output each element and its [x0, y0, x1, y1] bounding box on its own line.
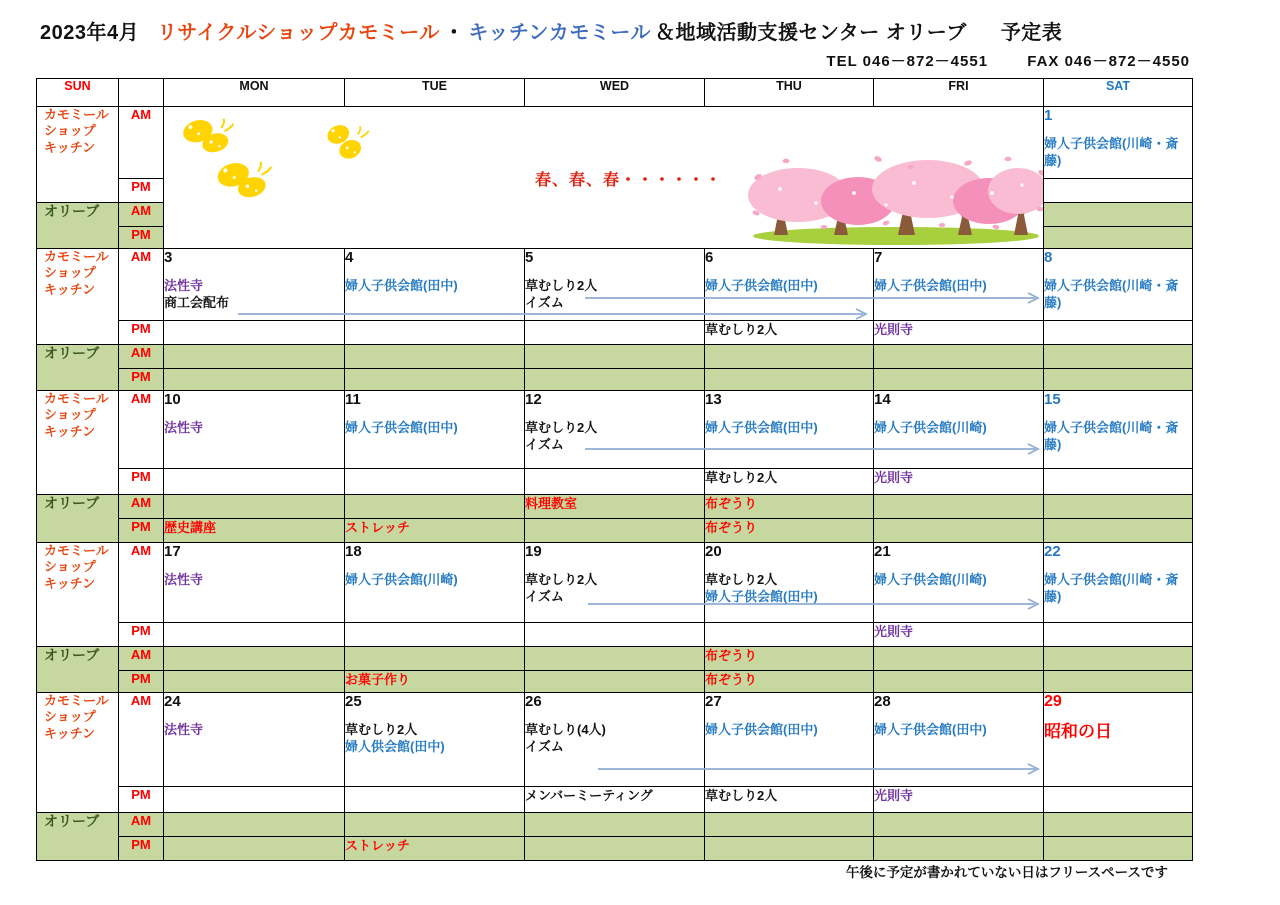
row-label-olive [37, 203, 119, 249]
day-header-thu: THU [705, 79, 874, 107]
date-number: 18 [345, 543, 362, 560]
event-entry: 婦人子供会館(川崎・斎藤) [1044, 278, 1179, 310]
am-cell [705, 693, 874, 787]
event-entry: 草むしり2人 [705, 788, 778, 803]
chamomile-label-line: カモミール [44, 107, 109, 122]
olive-pm-cell [874, 369, 1044, 391]
row-label-chamomile [37, 543, 119, 647]
tel-number: TEL 046－872－4551 [826, 53, 989, 70]
olive-pm-cell [345, 519, 525, 543]
row-label-chamomile [37, 693, 119, 813]
olive-am-cell [874, 495, 1044, 519]
olive-pm-cell [874, 519, 1044, 543]
date-number: 17 [164, 543, 181, 560]
week-pm-row [37, 623, 1193, 647]
day-header-tue: TUE [345, 79, 525, 107]
cherry-blossom-trees-illustration [746, 153, 1044, 247]
chamomile-label-line: カモミール [44, 391, 109, 406]
week-am-row [37, 249, 1193, 321]
row-label-olive [37, 345, 119, 391]
am-cell [345, 543, 525, 623]
date-number: 27 [705, 693, 722, 710]
sat-pm-cell [1044, 179, 1193, 203]
am-cell [345, 693, 525, 787]
olive-pm-cell [525, 519, 705, 543]
am-cell [164, 391, 345, 469]
pm-cell [705, 623, 874, 647]
chamomile-label-line: キッチン [44, 575, 96, 591]
olive-am-cell [164, 495, 345, 519]
olive-am-row [37, 495, 1193, 519]
sat-am-cell [1044, 249, 1193, 321]
event-entry: 婦人子供会館(川崎) [874, 572, 987, 587]
event-entry: 草むしり2人 [525, 420, 598, 435]
olive-pm-cell [705, 519, 874, 543]
olive-am-cell [164, 345, 345, 369]
date-number: 1 [1044, 107, 1053, 124]
event-entry: 法性寺 [164, 420, 204, 435]
olive-am-row [37, 345, 1193, 369]
sat-olive-pm-cell [1044, 837, 1193, 861]
event-entry: 草むしり2人 [525, 278, 598, 293]
week-am-row [37, 107, 1193, 179]
date-number: 15 [1044, 391, 1061, 408]
row-label-olive [37, 647, 119, 693]
chamomile-label-line: カモミール [44, 249, 109, 264]
am-cell [874, 543, 1044, 623]
am-label: AM [119, 249, 164, 321]
am-cell [525, 249, 705, 321]
am-cell [874, 249, 1044, 321]
olive-event-entry: ストレッチ [345, 520, 410, 535]
am-cell [874, 693, 1044, 787]
pm-cell [525, 321, 705, 345]
pm-cell [525, 469, 705, 495]
olive-pm-label: PM [119, 519, 164, 543]
event-entry: 光則寺 [874, 624, 914, 639]
olive-am-cell [525, 647, 705, 671]
event-entry: 草むしり2人 [705, 572, 778, 587]
olive-am-cell [705, 813, 874, 837]
date-number: 22 [1044, 543, 1061, 560]
date-number: 4 [345, 249, 354, 266]
olive-event-entry: 布ぞうり [705, 648, 758, 663]
olive-am-row [37, 647, 1193, 671]
olive-am-cell [345, 647, 525, 671]
olive-label-line: オリーブ [44, 345, 100, 361]
chamomile-label-line: ショップ [44, 123, 96, 139]
am-label: AM [119, 543, 164, 623]
week-pm-row [37, 321, 1193, 345]
olive-label-line: オリーブ [44, 813, 100, 829]
am-cell [164, 543, 345, 623]
pm-cell [874, 469, 1044, 495]
event-entry: 草むしり2人 [705, 322, 778, 337]
sat-olive-am-cell [1044, 345, 1193, 369]
event-entry: 婦人子供会館(川崎・斎藤) [1044, 572, 1179, 604]
title-year-month: 2023年4月 [40, 22, 140, 44]
pm-cell [345, 787, 525, 813]
olive-pm-cell [705, 671, 874, 693]
olive-pm-row [37, 369, 1193, 391]
olive-pm-label: PM [119, 671, 164, 693]
event-entry: 婦人子供会館(田中) [705, 722, 818, 737]
event-entry: 婦人子供会館(田中) [705, 420, 818, 435]
olive-event-entry: 歴史講座 [164, 520, 217, 535]
event-entry: 草むしり(4人) [525, 722, 606, 737]
olive-label-line: オリーブ [44, 203, 100, 219]
olive-am-cell [525, 495, 705, 519]
chamomile-label-line: カモミール [44, 693, 109, 708]
am-cell [164, 693, 345, 787]
olive-pm-row [37, 837, 1193, 861]
olive-am-label: AM [119, 647, 164, 671]
olive-am-cell [525, 345, 705, 369]
date-number: 3 [164, 249, 173, 266]
olive-am-cell [345, 345, 525, 369]
pm-cell [164, 787, 345, 813]
am-cell [525, 693, 705, 787]
olive-pm-cell [345, 369, 525, 391]
pm-cell [705, 321, 874, 345]
week-am-row [37, 543, 1193, 623]
event-entry: 草むしり2人 [525, 572, 598, 587]
date-number: 13 [705, 391, 722, 408]
olive-am-cell [705, 495, 874, 519]
sat-pm-cell [1044, 321, 1193, 345]
pm-label: PM [119, 321, 164, 345]
row-label-chamomile [37, 107, 119, 203]
am-cell [705, 543, 874, 623]
chamomile-label-line: ショップ [44, 407, 96, 423]
pm-cell [874, 623, 1044, 647]
butterfly-icon [319, 121, 371, 165]
date-number: 28 [874, 693, 891, 710]
olive-am-cell [345, 813, 525, 837]
event-entry: 婦人子供会館(川崎) [345, 572, 458, 587]
sat-olive-am-cell [1044, 813, 1193, 837]
sat-am-cell [1044, 543, 1193, 623]
olive-am-label: AM [119, 813, 164, 837]
olive-pm-label: PM [119, 369, 164, 391]
pm-cell [164, 623, 345, 647]
page-title [40, 16, 1066, 45]
olive-am-label: AM [119, 345, 164, 369]
pm-cell [345, 469, 525, 495]
pm-label: PM [119, 469, 164, 495]
day-header-mon: MON [164, 79, 345, 107]
chamomile-label-line: キッチン [44, 423, 96, 439]
event-entry: メンバーミーティング [525, 788, 653, 803]
event-entry: 昭和の日 [1044, 722, 1112, 741]
sat-olive-pm-cell [1044, 671, 1193, 693]
am-cell [525, 543, 705, 623]
event-entry: 草むしり2人 [345, 722, 418, 737]
olive-pm-row [37, 671, 1193, 693]
spring-text: 春、春、春・・・・・・ [535, 172, 723, 189]
olive-pm-cell [705, 369, 874, 391]
am-label: AM [119, 107, 164, 179]
olive-pm-cell [164, 837, 345, 861]
event-entry: 婦人子供会館(田中) [705, 278, 818, 293]
pm-cell [874, 321, 1044, 345]
event-entry: イズム [525, 589, 564, 604]
chamomile-label-line: カモミール [44, 543, 109, 558]
pm-cell [705, 469, 874, 495]
am-cell [164, 249, 345, 321]
date-number: 25 [345, 693, 362, 710]
am-cell [345, 391, 525, 469]
event-entry: 法性寺 [164, 722, 204, 737]
sat-am-cell [1044, 107, 1193, 179]
pm-cell [345, 623, 525, 647]
olive-am-cell [164, 647, 345, 671]
olive-am-cell [874, 813, 1044, 837]
sat-olive-am-cell [1044, 495, 1193, 519]
am-label: AM [119, 693, 164, 787]
olive-am-row [37, 813, 1193, 837]
olive-event-entry: 布ぞうり [705, 520, 758, 535]
pm-cell [164, 469, 345, 495]
weekday-header-row [37, 79, 1193, 107]
am-cell [345, 249, 525, 321]
olive-am-label: AM [119, 203, 164, 227]
pm-cell [705, 787, 874, 813]
am-cell [705, 249, 874, 321]
chamomile-label-line: ショップ [44, 265, 96, 281]
event-entry: 婦人子供会館(田中) [705, 589, 818, 604]
date-number: 12 [525, 391, 542, 408]
sat-pm-cell [1044, 623, 1193, 647]
olive-event-entry: 布ぞうり [705, 496, 758, 511]
am-cell [874, 391, 1044, 469]
date-number: 29 [1044, 693, 1062, 710]
chamomile-label-line: ショップ [44, 559, 96, 575]
event-entry: 法性寺 [164, 278, 204, 293]
olive-pm-cell [874, 671, 1044, 693]
pm-cell [874, 787, 1044, 813]
event-entry: 婦人子供会館(田中) [874, 278, 987, 293]
event-entry: 婦人子供会館(田中) [874, 722, 987, 737]
day-header-wed: WED [525, 79, 705, 107]
title-center: ＆地域活動支援センター オリーブ [655, 22, 967, 44]
spring-banner-cell [164, 107, 1044, 249]
event-entry: イズム [525, 295, 564, 310]
title-kitchen: キッチンカモミール [468, 22, 652, 44]
event-entry: 光則寺 [874, 470, 914, 485]
olive-am-cell [525, 813, 705, 837]
olive-event-entry: ストレッチ [345, 838, 410, 853]
olive-label-line: オリーブ [44, 495, 100, 511]
olive-pm-cell [874, 837, 1044, 861]
date-number: 8 [1044, 249, 1053, 266]
olive-event-entry: 布ぞうり [705, 672, 758, 687]
event-entry: 婦人子供会館(田中) [345, 420, 458, 435]
am-cell [525, 391, 705, 469]
olive-am-cell [345, 495, 525, 519]
week-am-row [37, 693, 1193, 787]
row-label-chamomile [37, 249, 119, 345]
event-entry: 婦人子供会館(田中) [345, 278, 458, 293]
date-number: 11 [345, 391, 361, 408]
sat-olive-pm-cell [1044, 369, 1193, 391]
row-label-chamomile [37, 391, 119, 495]
olive-pm-cell [525, 369, 705, 391]
week-pm-row [37, 787, 1193, 813]
olive-am-cell [874, 647, 1044, 671]
butterfly-icon [178, 116, 236, 158]
date-number: 26 [525, 693, 542, 710]
olive-am-cell [705, 345, 874, 369]
row-label-olive [37, 495, 119, 543]
event-entry: 光則寺 [874, 322, 914, 337]
event-entry: 婦人供会館(田中) [345, 739, 445, 754]
event-entry: 商工会配布 [164, 295, 230, 310]
date-number: 5 [525, 249, 534, 266]
olive-pm-cell [164, 519, 345, 543]
date-number: 10 [164, 391, 181, 408]
title-recycle-shop: リサイクルショップカモミール [157, 22, 440, 44]
olive-pm-cell [525, 671, 705, 693]
chamomile-label-line: キッチン [44, 281, 96, 297]
pm-label: PM [119, 179, 164, 203]
sat-olive-pm-cell [1044, 227, 1193, 249]
title-suffix: 予定表 [1000, 22, 1063, 44]
schedule-table [36, 78, 1193, 861]
date-number: 19 [525, 543, 542, 560]
sat-olive-pm-cell [1044, 519, 1193, 543]
pm-cell [164, 321, 345, 345]
event-entry: 草むしり2人 [705, 470, 778, 485]
olive-event-entry: 料理教室 [525, 496, 578, 511]
olive-pm-cell [705, 837, 874, 861]
chamomile-label-line: キッチン [44, 139, 96, 155]
pm-label: PM [119, 787, 164, 813]
pm-label: PM [119, 623, 164, 647]
event-entry: 法性寺 [164, 572, 204, 587]
sat-am-cell [1044, 391, 1193, 469]
olive-label-line: オリーブ [44, 647, 100, 663]
olive-pm-label: PM [119, 837, 164, 861]
event-entry: 婦人子供会館(川崎・斎藤) [1044, 136, 1179, 168]
row-label-olive [37, 813, 119, 861]
title-separator: ・ [443, 22, 465, 44]
sat-pm-cell [1044, 787, 1193, 813]
olive-am-cell [705, 647, 874, 671]
footer-note: 午後に予定が書かれていない日はフリースペースです [845, 865, 1168, 880]
event-entry: イズム [525, 437, 564, 452]
date-number: 20 [705, 543, 722, 560]
olive-pm-cell [525, 837, 705, 861]
butterfly-icon [210, 159, 276, 203]
sat-pm-cell [1044, 469, 1193, 495]
event-entry: イズム [525, 739, 564, 754]
date-number: 14 [874, 391, 891, 408]
week-pm-row [37, 469, 1193, 495]
am-label: AM [119, 391, 164, 469]
olive-pm-cell [164, 369, 345, 391]
olive-event-entry: お菓子作り [345, 672, 411, 687]
chamomile-label-line: キッチン [44, 725, 96, 741]
event-entry: 婦人子供会館(川崎) [874, 420, 987, 435]
contact-info [0, 50, 1190, 71]
olive-pm-label: PM [119, 227, 164, 249]
day-header-fri: FRI [874, 79, 1044, 107]
olive-am-cell [874, 345, 1044, 369]
olive-pm-cell [345, 837, 525, 861]
date-number: 7 [874, 249, 883, 266]
event-entry: 婦人子供会館(川崎・斎藤) [1044, 420, 1179, 452]
pm-cell [345, 321, 525, 345]
olive-pm-cell [164, 671, 345, 693]
olive-am-cell [164, 813, 345, 837]
am-cell [705, 391, 874, 469]
sat-am-cell [1044, 693, 1193, 787]
olive-am-label: AM [119, 495, 164, 519]
olive-pm-cell [345, 671, 525, 693]
fax-number: FAX 046－872－4550 [1027, 53, 1190, 70]
day-header [119, 79, 164, 107]
date-number: 6 [705, 249, 714, 266]
week-am-row [37, 391, 1193, 469]
sat-olive-am-cell [1044, 203, 1193, 227]
date-number: 24 [164, 693, 181, 710]
sat-olive-am-cell [1044, 647, 1193, 671]
date-number: 21 [874, 543, 891, 560]
chamomile-label-line: ショップ [44, 709, 96, 725]
day-header-sat: SAT [1044, 79, 1193, 107]
event-entry: 光則寺 [874, 788, 914, 803]
day-header-sun: SUN [37, 79, 119, 107]
olive-pm-row [37, 519, 1193, 543]
pm-cell [525, 787, 705, 813]
pm-cell [525, 623, 705, 647]
